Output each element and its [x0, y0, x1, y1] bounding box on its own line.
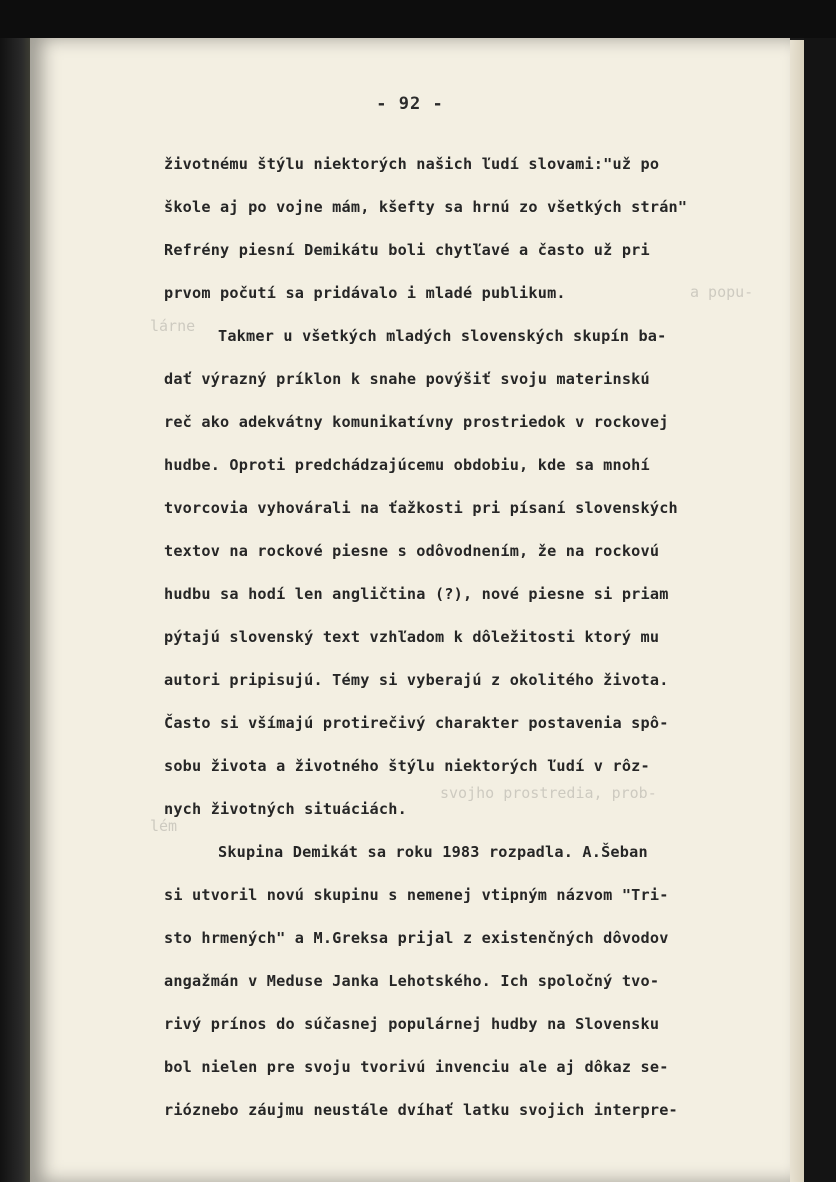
bleed-through-text: svojho prostredia, prob- — [440, 784, 657, 802]
bleed-through-text: a popu- — [690, 283, 754, 301]
bleed-through-text: lárne — [150, 317, 196, 335]
text-line: reč ako adekvátny komunikatívny prostriedok v rockovej — [164, 413, 669, 431]
text-line: textov na rockové piesne s odôvodnením, že na rockovú — [164, 542, 660, 560]
text-line: prvom počutí sa pridávalo i mladé publikum. — [164, 284, 566, 302]
text-line: pýtajú slovenský text vzhľadom k dôležitosti ktorý mu — [164, 628, 660, 646]
text-line: angažmán v Meduse Janka Lehotského. Ich spoločný tvo- — [164, 972, 660, 990]
text-line: si utvoril novú skupinu s nemenej vtipným názvom "Tri- — [164, 886, 669, 904]
text-line: sto hrmených" a M.Greksa prijal z existenčných dôvodov — [164, 929, 669, 947]
page-number: - 92 - — [376, 94, 444, 114]
text-line: tvorcovia vyhovárali na ťažkosti pri písaní slovenských — [164, 499, 678, 517]
body-text — [164, 143, 774, 1132]
text-line: sobu života a životného štýlu niektorých ľudí v rôz- — [164, 757, 650, 775]
scan-right-border — [804, 38, 836, 1182]
bleed-through-text: lém — [150, 817, 178, 835]
text-line: bol nielen pre svoju tvorivú invenciu ale aj dôkaz se- — [164, 1058, 669, 1076]
text-line: škole aj po vojne mám, kšefty sa hrnú zo všetkých strán" — [164, 198, 688, 216]
text-line: autori pripisujú. Témy si vyberajú z okolitého života. — [164, 671, 669, 689]
paragraph-start-line: Takmer u všetkých mladých slovenských skupín ba- — [218, 327, 667, 345]
text-line: nych životných situáciách. — [164, 800, 407, 818]
text-line: životnému štýlu niektorých našich ľudí slovami:"už po — [164, 155, 660, 173]
text-line: Refrény piesní Demikátu boli chytľavé a často už pri — [164, 241, 650, 259]
page-edge — [790, 40, 804, 1182]
text-line: rióznebo záujmu neustále dvíhať latku svojich interpre- — [164, 1101, 678, 1119]
text-line: hudbe. Oproti predchádzajúcemu obdobiu, kde sa mnohí — [164, 456, 650, 474]
text-line: Často si všímajú protirečivý charakter postavenia spô- — [164, 714, 669, 732]
text-line: hudbu sa hodí len angličtina (?), nové piesne si priam — [164, 585, 669, 603]
document-page — [30, 38, 790, 1182]
paragraph-start-line: Skupina Demikát sa roku 1983 rozpadla. A.Šeban — [218, 843, 648, 861]
text-line: dať výrazný príklon k snahe povýšiť svoju materinskú — [164, 370, 650, 388]
scan-top-border — [0, 0, 836, 38]
text-line: rivý prínos do súčasnej populárnej hudby na Slovensku — [164, 1015, 660, 1033]
